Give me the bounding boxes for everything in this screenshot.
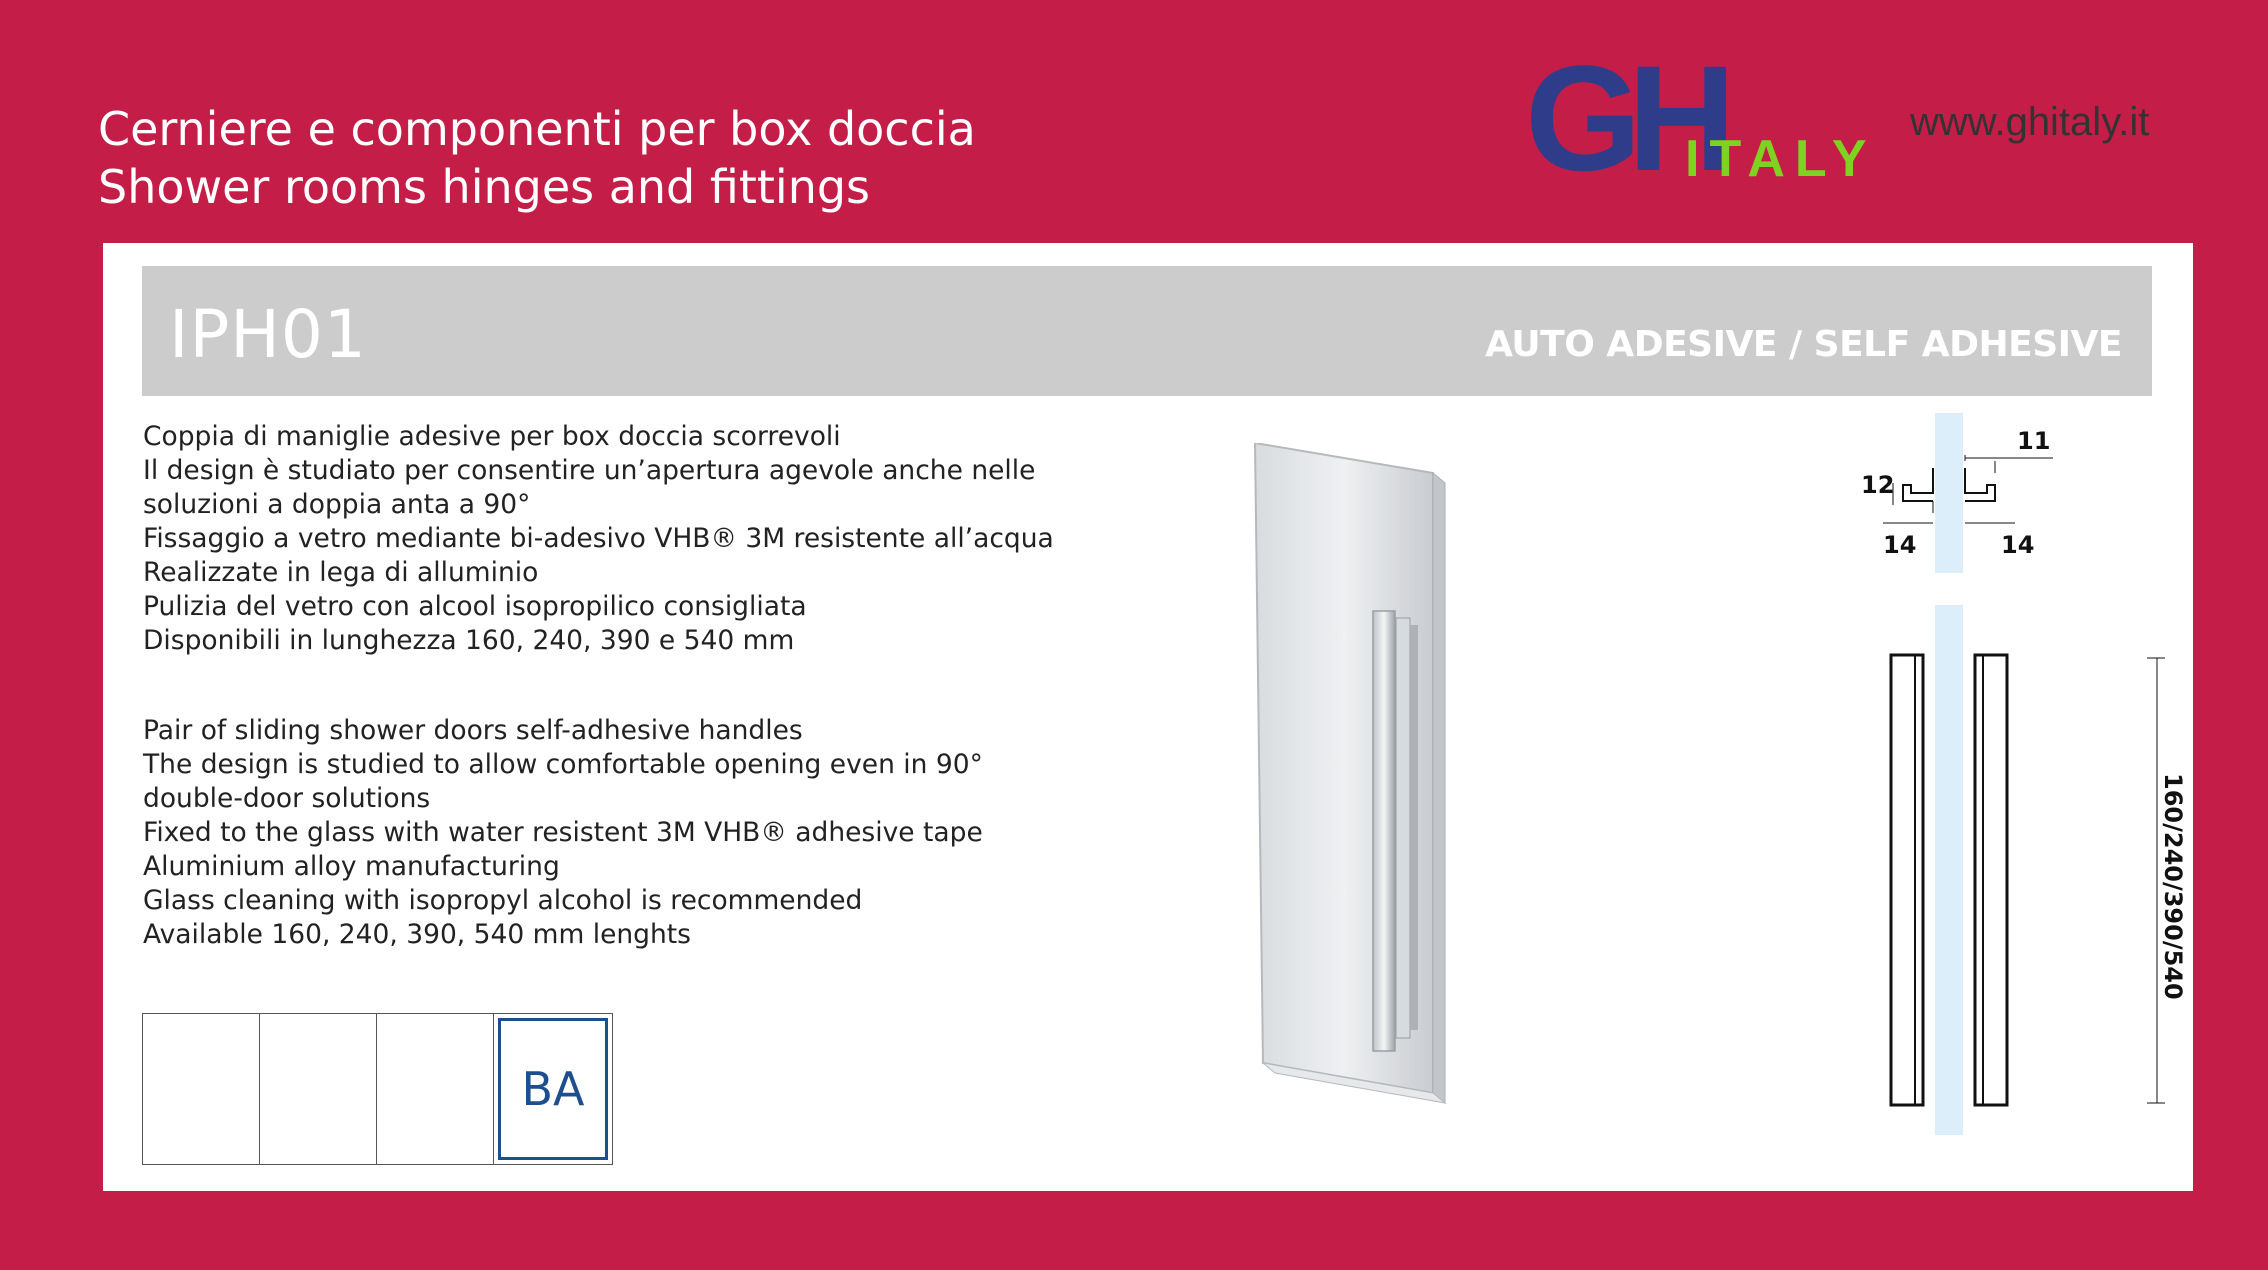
description-line: Glass cleaning with isopropyl alcohol is recommended [143,885,863,916]
finish-label: BA [521,1062,585,1116]
header-title-it: Cerniere e componenti per box doccia [98,102,976,156]
gh-italy-logo: GH ITALY [1525,34,1877,202]
description-line: Coppia di maniglie adesive per box doccia scorrevoli [143,421,841,452]
description-line: double-door solutions [143,783,431,814]
finish-cell [260,1014,377,1164]
handle-profile-section [1903,455,2053,513]
description-line: Aluminium alloy manufacturing [143,851,560,882]
dimension-lines [1883,483,2165,1103]
finish-options-table [142,1013,613,1165]
dimension-label-length: 160/240/390/540 [2159,773,2187,1000]
product-card [103,243,2193,1191]
product-title-bar [142,266,2152,396]
description-english [143,714,983,952]
website-link[interactable]: www.ghitaly.it [1910,100,2150,144]
product-code: IPH01 [169,296,367,373]
handle-shape [1373,611,1418,1051]
dimension-label-right: 14 [2001,531,2035,559]
header-title-en: Shower rooms hinges and fittings [98,160,871,214]
description-line: Il design è studiato per consentire un’apertura agevole anche nelle [143,455,1036,486]
description-line: Disponibili in lunghezza 160, 240, 390 e 540 mm [143,625,795,656]
dimension-label-height: 12 [1861,471,1895,499]
finish-cell [377,1014,494,1164]
product-subtitle: AUTO ADESIVE / SELF ADHESIVE [1485,324,2122,365]
description-line: Fissaggio a vetro mediante bi-adesivo VHB® 3M resistente all’acqua [143,523,1054,554]
description-line: Fixed to the glass with water resistent 3M VHB® adhesive tape [143,817,983,848]
technical-drawing [1803,413,2203,1153]
description-line: Pair of sliding shower doors self-adhesive handles [143,715,803,746]
description-line: Realizzate in lega di alluminio [143,557,539,588]
dimension-label-left: 14 [1883,531,1917,559]
dimension-label-width: 11 [2017,427,2051,455]
description-italian [143,420,1054,658]
finish-cell [143,1014,260,1164]
description-line: Pulizia del vetro con alcool isopropilico consigliata [143,591,807,622]
description-line: soluzioni a doppia anta a 90° [143,489,531,520]
finish-badge [498,1018,608,1160]
glass-section [1935,413,1963,1135]
finish-cell-ba [494,1014,612,1164]
description-line: Available 160, 240, 390, 540 mm lenghts [143,919,691,950]
description-line: The design is studied to allow comfortable opening even in 90° [143,749,983,780]
product-image [1223,443,1583,1133]
